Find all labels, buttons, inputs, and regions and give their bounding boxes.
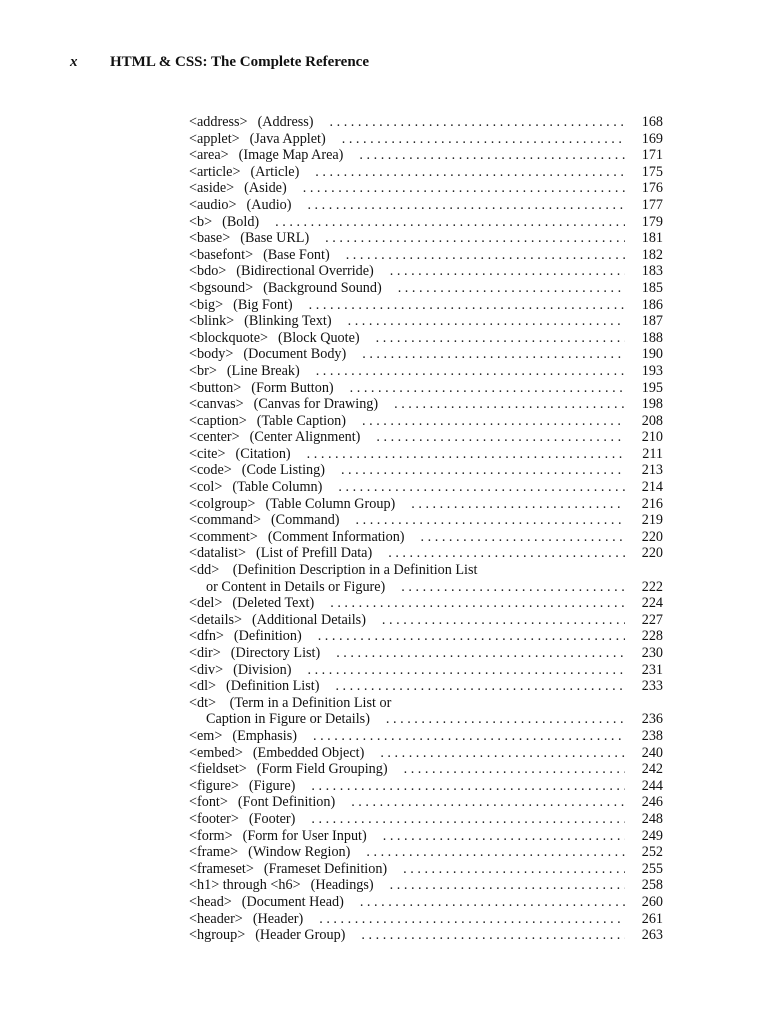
toc-page-number: 188 (641, 329, 663, 346)
toc-entry (189, 512, 663, 529)
toc-label: (Definition Description in a Definition List (232, 562, 478, 579)
toc-label: (Definition List) (226, 678, 320, 695)
toc-entry (189, 662, 663, 679)
toc-tag: <blockquote> (189, 329, 269, 346)
toc-label: (Form for User Input) (242, 827, 367, 844)
dot-leader (366, 844, 625, 861)
dot-leader (303, 180, 625, 197)
toc-page-number: 242 (641, 761, 663, 778)
toc-label-continuation: Caption in Figure or Details) (206, 711, 370, 728)
toc-tag: <embed> (189, 744, 243, 761)
dot-leader (307, 662, 625, 679)
toc-tag: <basefont> (189, 246, 254, 263)
toc-page-number: 185 (641, 279, 663, 296)
toc-page-number: 210 (641, 429, 663, 446)
toc-page-number: 248 (641, 810, 663, 827)
toc-entry (189, 230, 663, 247)
toc-entry-first-line (189, 695, 663, 712)
toc-label: (Header Group) (255, 927, 346, 944)
dot-leader (394, 396, 625, 413)
dot-leader (401, 579, 625, 596)
toc-entry (189, 761, 663, 778)
toc-entry (189, 263, 663, 280)
toc-label: (Embedded Object) (252, 744, 365, 761)
dot-leader (311, 778, 625, 795)
toc-tag: <dl> (189, 678, 217, 695)
toc-label: (Header) (252, 910, 304, 927)
toc-page-number: 246 (641, 794, 663, 811)
toc-label: (Bidirectional Override) (236, 263, 374, 280)
toc-tag: <em> (189, 727, 223, 744)
dot-leader (376, 429, 625, 446)
toc-entry (189, 545, 663, 562)
dot-leader (350, 380, 625, 397)
toc-tag: <fieldset> (189, 761, 247, 778)
toc-label: (Blinking Text) (244, 313, 332, 330)
toc-page-number: 182 (641, 246, 663, 263)
toc-label: (Font Definition) (237, 794, 336, 811)
toc-tag: <footer> (189, 810, 239, 827)
toc-entry (189, 363, 663, 380)
toc-entry (189, 828, 663, 845)
toc-entry (189, 280, 663, 297)
toc-page-number: 258 (641, 877, 663, 894)
toc-tag: <hgroup> (189, 927, 246, 944)
toc-label: (Form Field Grouping) (256, 761, 388, 778)
toc-tag: <datalist> (189, 545, 246, 562)
toc-page-number: 175 (641, 163, 663, 180)
toc-label: (Table Caption) (256, 412, 346, 429)
toc-label: (Base Font) (263, 246, 330, 263)
toc-page-number: 238 (641, 727, 663, 744)
toc-tag: <applet> (189, 130, 240, 147)
toc-page-number: 219 (641, 512, 663, 529)
dot-leader (318, 628, 625, 645)
toc-page-number: 213 (641, 462, 663, 479)
toc-label: (Base URL) (240, 230, 310, 247)
dot-leader (360, 894, 625, 911)
toc-entry (189, 114, 663, 131)
toc-label: (Definition) (233, 628, 302, 645)
toc-entry (189, 396, 663, 413)
dot-leader (359, 147, 625, 164)
toc-page-number: 261 (641, 910, 663, 927)
dot-leader (315, 164, 625, 181)
toc-label: (Code Listing) (241, 462, 325, 479)
dot-leader (319, 911, 625, 928)
toc-page-number: 236 (641, 711, 663, 728)
toc-tag: <body> (189, 346, 234, 363)
toc-page-number: 244 (641, 777, 663, 794)
toc-page-number: 255 (641, 860, 663, 877)
toc-entry (189, 678, 663, 695)
toc-entry (189, 413, 663, 430)
toc-page-number: 252 (641, 844, 663, 861)
toc-entry (189, 330, 663, 347)
toc-tag: <col> (189, 479, 223, 496)
dot-leader (311, 811, 625, 828)
toc-page-number: 214 (641, 479, 663, 496)
running-header (70, 54, 369, 71)
toc-page-number: 190 (641, 346, 663, 363)
toc-label: (Aside) (244, 180, 287, 197)
dot-leader (336, 645, 625, 662)
toc-page-number: 179 (641, 213, 663, 230)
toc-entry (189, 131, 663, 148)
toc-label: (Footer) (248, 810, 296, 827)
dot-leader (307, 197, 625, 214)
dot-leader (361, 927, 625, 944)
toc-page-number: 186 (641, 296, 663, 313)
toc-entry (189, 927, 663, 944)
toc-page-number: 224 (641, 595, 663, 612)
toc-tag: <dfn> (189, 628, 224, 645)
toc-entry (189, 911, 663, 928)
dot-leader (325, 230, 625, 247)
toc-page-number: 168 (641, 114, 663, 130)
toc-entry (189, 214, 663, 231)
toc-tag: <dt> (189, 694, 217, 711)
dot-leader (316, 363, 625, 380)
toc-entry (189, 861, 663, 878)
toc-label: (Center Alignment) (249, 429, 361, 446)
toc-page-number: 176 (641, 180, 663, 197)
toc-tag: <audio> (189, 196, 237, 213)
toc-label: (Headings) (310, 877, 374, 894)
toc-tag: <aside> (189, 180, 235, 197)
toc-page-number: 211 (642, 445, 663, 462)
running-title: HTML & CSS: The Complete Reference (110, 54, 369, 70)
toc-page-number: 233 (641, 678, 663, 695)
toc-label: (Background Sound) (263, 279, 382, 296)
toc-entry (189, 628, 663, 645)
dot-leader (338, 479, 625, 496)
toc-tag: <colgroup> (189, 495, 256, 512)
toc-label: (Line Break) (226, 362, 300, 379)
dot-leader (307, 446, 625, 463)
toc-label: (Emphasis) (232, 727, 297, 744)
toc-label: (Deleted Text) (232, 595, 315, 612)
dot-leader (403, 861, 625, 878)
toc-tag: <command> (189, 512, 261, 529)
toc-tag: <button> (189, 379, 242, 396)
toc-page-number: 227 (641, 611, 663, 628)
toc-tag: <head> (189, 893, 232, 910)
toc-entry (189, 247, 663, 264)
toc-entry-continuation (189, 579, 663, 596)
toc-page-number: 220 (641, 545, 663, 562)
toc-entry (189, 479, 663, 496)
toc-tag: <del> (189, 595, 223, 612)
toc-label: (Citation) (235, 445, 291, 462)
toc-page-number: 231 (641, 661, 663, 678)
dot-leader (348, 313, 625, 330)
dot-leader (330, 114, 625, 131)
toc-tag: <article> (189, 163, 241, 180)
toc-page-number: 187 (641, 313, 663, 330)
toc-label: (Term in a Definition List or (229, 694, 392, 711)
toc-page-number: 222 (641, 578, 663, 595)
toc-tag: <frameset> (189, 860, 254, 877)
toc-entry (189, 811, 663, 828)
toc-entry (189, 645, 663, 662)
toc-page-number: 177 (641, 196, 663, 213)
toc-entry (189, 380, 663, 397)
toc-label-continuation: or Content in Details or Figure) (206, 578, 386, 595)
toc-tag: <bgsound> (189, 279, 254, 296)
toc-tag: <h1> through <h6> (189, 877, 301, 894)
dot-leader (390, 263, 625, 280)
toc-entry (189, 197, 663, 214)
toc-label: (Address) (257, 114, 314, 130)
toc-entry (189, 462, 663, 479)
toc-entry (189, 346, 663, 363)
dot-leader (309, 297, 625, 314)
toc-page-number: 228 (641, 628, 663, 645)
toc-label: (Window Region) (248, 844, 351, 861)
toc-page-number: 216 (641, 495, 663, 512)
toc-page-number: 171 (641, 147, 663, 164)
toc-label: (Audio) (246, 196, 292, 213)
toc-page-number: 193 (641, 362, 663, 379)
toc-entry (189, 446, 663, 463)
toc-entry (189, 164, 663, 181)
dot-leader (362, 413, 625, 430)
dot-leader (398, 280, 625, 297)
toc-tag: <figure> (189, 777, 239, 794)
toc-label: (Table Column Group) (265, 495, 396, 512)
toc-entry (189, 778, 663, 795)
toc-label: (Bold) (222, 213, 260, 230)
toc-page-number: 249 (641, 827, 663, 844)
dot-leader (376, 330, 625, 347)
dot-leader (356, 512, 625, 529)
dot-leader (380, 745, 625, 762)
toc-entry (189, 297, 663, 314)
toc-label: (Article) (250, 163, 300, 180)
toc-tag: <frame> (189, 844, 239, 861)
dot-leader (404, 761, 625, 778)
toc-page-number: 169 (641, 130, 663, 147)
dot-leader (275, 214, 625, 231)
toc-label: (Block Quote) (278, 329, 360, 346)
dot-leader (346, 247, 625, 264)
toc-page-number: 263 (641, 927, 663, 944)
toc-tag: <comment> (189, 528, 258, 545)
toc-label: (Directory List) (230, 645, 321, 661)
toc-tag: <area> (189, 147, 229, 164)
toc-tag: <details> (189, 611, 243, 628)
toc-entry-first-line (189, 562, 663, 579)
toc-tag: <form> (189, 827, 233, 844)
toc-label: (Java Applet) (249, 130, 326, 147)
dot-leader (362, 346, 625, 363)
toc-label: (Figure) (248, 777, 296, 794)
toc-tag: <address> (189, 114, 248, 130)
toc-entry-continuation (189, 711, 663, 728)
toc-entry (189, 844, 663, 861)
toc-tag: <code> (189, 462, 232, 479)
toc-label: (Image Map Area) (238, 147, 344, 164)
toc-page-number: 260 (641, 893, 663, 910)
toc-page-number: 198 (641, 396, 663, 413)
toc-entry (189, 695, 663, 728)
toc-label: (Additional Details) (252, 611, 366, 628)
toc-page-number: 181 (641, 230, 663, 247)
dot-leader (341, 462, 625, 479)
dot-leader (383, 828, 625, 845)
toc-label: (Table Column) (232, 479, 323, 496)
toc-tag: <caption> (189, 412, 247, 429)
toc-label: (Comment Information) (267, 528, 405, 545)
dot-leader (411, 496, 625, 513)
toc-tag: <base> (189, 230, 231, 247)
dot-leader (382, 612, 625, 629)
toc-page-number: 220 (641, 528, 663, 545)
toc-label: (Division) (233, 661, 292, 678)
toc-label: (Document Head) (241, 893, 344, 910)
toc-entry (189, 562, 663, 595)
toc-entry (189, 313, 663, 330)
dot-leader (388, 545, 625, 562)
toc-page-number: 240 (641, 744, 663, 761)
toc-tag: <dd> (189, 562, 220, 579)
toc-tag: <bdo> (189, 263, 227, 280)
dot-leader (421, 529, 625, 546)
dot-leader (390, 877, 625, 894)
toc-entry (189, 894, 663, 911)
table-of-contents (189, 114, 663, 944)
toc-tag: <dir> (189, 645, 221, 661)
toc-entry (189, 877, 663, 894)
toc-tag: <b> (189, 213, 213, 230)
toc-tag: <cite> (189, 445, 226, 462)
toc-label: (Document Body) (243, 346, 347, 363)
toc-tag: <header> (189, 910, 243, 927)
toc-page-number: 230 (641, 645, 663, 661)
dot-leader (386, 711, 625, 728)
toc-entry (189, 147, 663, 164)
dot-leader (351, 794, 625, 811)
toc-entry (189, 180, 663, 197)
toc-tag: <font> (189, 794, 228, 811)
toc-page-number: 195 (641, 379, 663, 396)
toc-label: (List of Prefill Data) (255, 545, 373, 562)
toc-label: (Big Font) (233, 296, 293, 313)
toc-entry (189, 496, 663, 513)
dot-leader (313, 728, 625, 745)
page-folio: x (70, 54, 78, 70)
toc-tag: <div> (189, 661, 224, 678)
toc-entry (189, 728, 663, 745)
dot-leader (335, 678, 625, 695)
toc-label: (Command) (270, 512, 340, 529)
toc-entry (189, 595, 663, 612)
toc-entry (189, 529, 663, 546)
toc-tag: <canvas> (189, 396, 244, 413)
toc-page-number: 183 (641, 263, 663, 280)
toc-entry (189, 429, 663, 446)
toc-tag: <blink> (189, 313, 235, 330)
toc-page-number: 208 (641, 412, 663, 429)
dot-leader (330, 595, 625, 612)
toc-entry (189, 612, 663, 629)
toc-label: (Frameset Definition) (263, 860, 388, 877)
toc-tag: <big> (189, 296, 224, 313)
dot-leader (342, 131, 625, 148)
toc-tag: <br> (189, 362, 217, 379)
toc-tag: <center> (189, 429, 240, 446)
toc-label: (Form Button) (251, 379, 334, 396)
toc-entry (189, 794, 663, 811)
toc-entry (189, 745, 663, 762)
toc-label: (Canvas for Drawing) (253, 396, 379, 413)
